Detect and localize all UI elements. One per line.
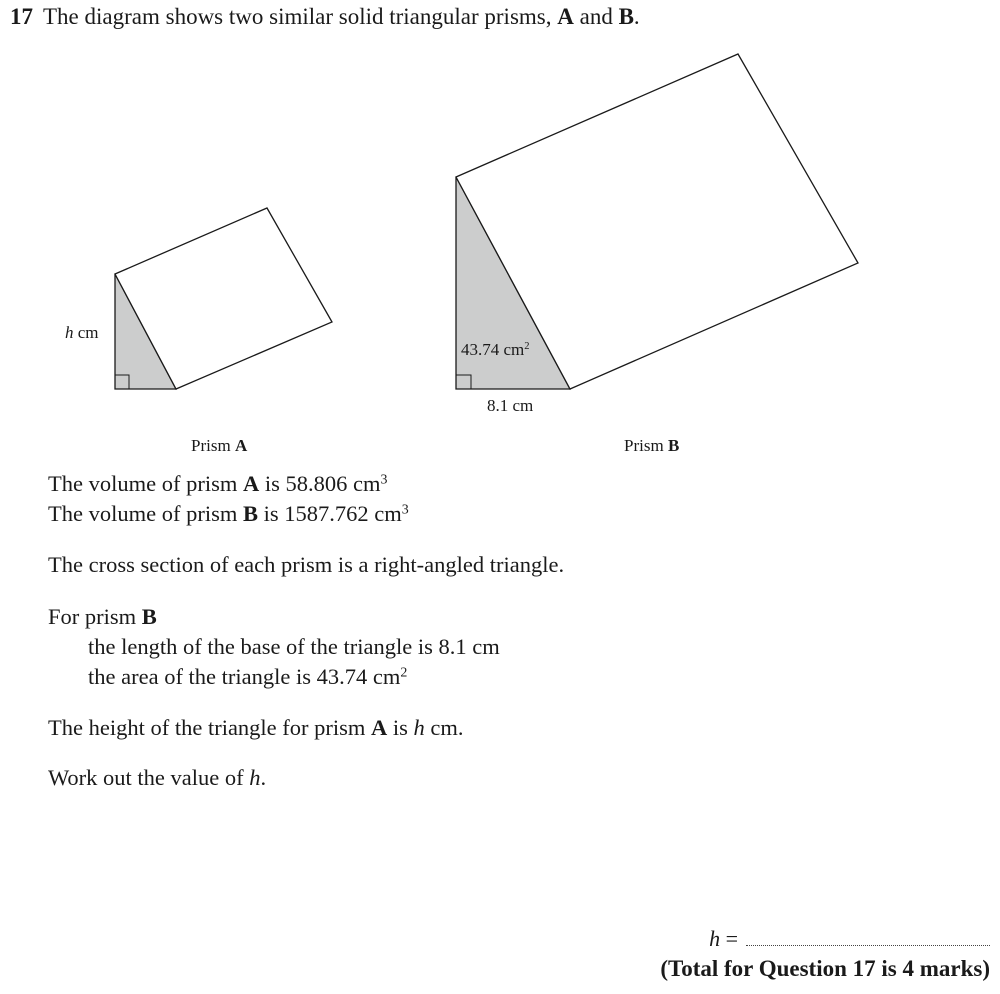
prism-b: [456, 54, 858, 389]
question-number: 17: [10, 4, 33, 29]
question-intro: The diagram shows two similar solid triangular prisms, A and B.: [43, 4, 640, 29]
answer-line: [709, 926, 990, 952]
work-out-instruction: Work out the value of h.: [48, 765, 267, 790]
answer-input-dotted-line[interactable]: [746, 944, 990, 946]
for-prism-b-heading: For prism B: [48, 604, 157, 629]
prism-b-base-label: 8.1 cm: [487, 396, 534, 415]
base-length-statement: the length of the base of the triangle is 8.1 cm: [88, 634, 500, 659]
answer-equals: =: [720, 926, 738, 951]
answer-variable: h: [709, 926, 721, 951]
prism-b-area-label: 43.74 $cm^2$: [461, 340, 530, 359]
height-statement: The height of the triangle for prism A is h cm.: [48, 715, 464, 740]
prism-a-height-label: h cm: [65, 323, 99, 342]
cross-section-statement: The cross section of each prism is a right-angled triangle.: [48, 552, 565, 577]
volume-a-statement: The volume of prism A is 58.806 $cm^3$: [48, 471, 388, 496]
prism-b-caption: Prism B: [624, 436, 680, 455]
prism-a: [115, 208, 332, 389]
total-marks: (Total for Question 17 is 4 marks): [660, 956, 990, 981]
volume-b-statement: The volume of prism B is 1587.762 $cm^3$: [48, 501, 409, 526]
area-statement: the area of the triangle is 43.74 $cm^2$: [88, 664, 408, 689]
prism-a-caption: Prism A: [191, 436, 248, 455]
